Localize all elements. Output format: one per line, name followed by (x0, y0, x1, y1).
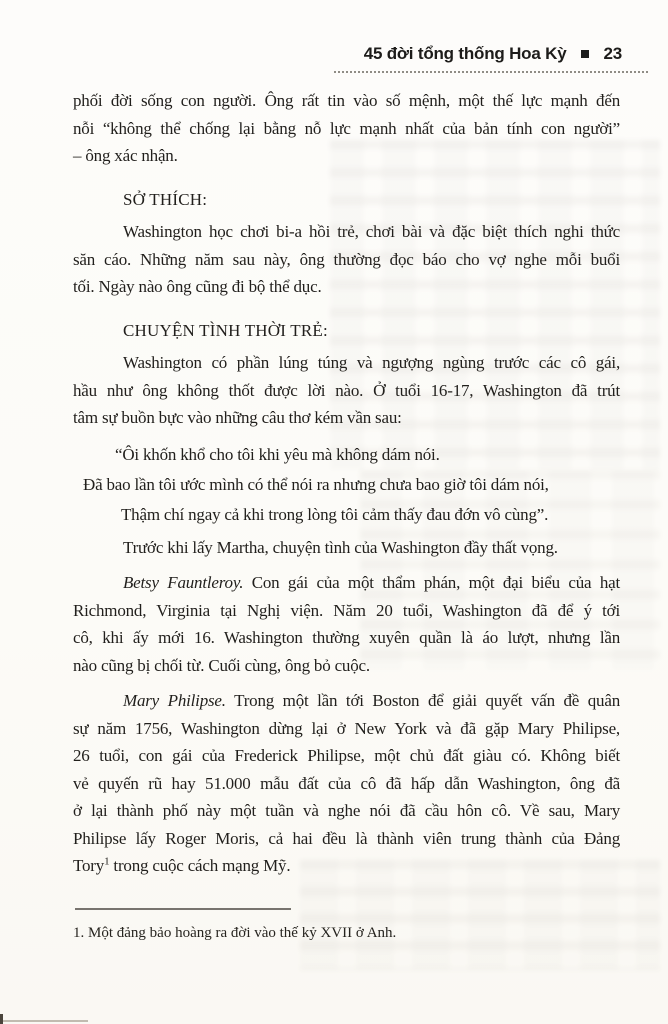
text-line: tối. Ngày nào ông cũng đi bộ thể dục. (73, 277, 322, 296)
text-line: Washington học chơi bi-a hồi trẻ, chơi bài và đặc biệt thích nghi thức (123, 222, 620, 241)
italic-name: Betsy Fauntleroy. (123, 573, 244, 592)
text-line: nào cũng bị chối từ. Cuối cùng, ông bỏ cuộc. (73, 655, 370, 675)
header-title: 45 đời tổng thống Hoa Kỳ (363, 44, 567, 63)
paragraph (73, 87, 620, 170)
text-line: hầu như ông không thốt được lời nào. Ở tuổi 16-17, Washington đã trút (73, 380, 620, 400)
running-header-rule (334, 44, 648, 73)
text-line: phối đời sống con người. Ông rất tin vào số mệnh, một thế lực mạnh đến (73, 91, 620, 110)
text-line: cô, khi ấy mới 16. Washington thường xuyên quần là áo lượt, nhưng lần (73, 628, 620, 647)
footnote-text: 1. Một đảng bảo hoàng ra đời vào thế kỷ XVII ở Anh. (73, 925, 397, 941)
text-line: Trước khi lấy Martha, chuyện tình của Washington đầy thất vọng. (123, 537, 558, 557)
paragraph (73, 687, 620, 880)
text-line: săn cáo. Những năm sau này, ông thường đọc báo cho vợ nghe mỗi buổi (73, 249, 620, 269)
text-segment: trong cuộc cách mạng Mỹ. (109, 856, 291, 875)
text-line (73, 852, 620, 880)
text-segment: Tory (73, 856, 105, 875)
footnote (73, 896, 620, 943)
paragraph (73, 349, 620, 432)
scan-corner-artifact (0, 1014, 3, 1024)
paragraph (73, 569, 620, 679)
paragraph (73, 218, 620, 301)
text-line: vẻ quyến rũ hay 51.000 mẫu đất của cô đã hấp dẫn Washington, ông đã (73, 773, 620, 793)
text-segment: Con gái của một thẩm phán, một đại biểu của hạt (243, 573, 620, 592)
text-line: sự năm 1756, Washington dừng lại ở New York và đã gặp Mary Philipse, (73, 718, 620, 738)
paragraph (73, 534, 620, 562)
page-number: 23 (603, 44, 622, 63)
verse-line: Thậm chí ngay cả khi trong lòng tôi cảm thấy đau đớn vô cùng”. (121, 504, 549, 524)
text-line: – ông xác nhận. (73, 146, 178, 165)
text-segment: Trong một lần tới Boston để giải quyết vấn đề quân (225, 691, 620, 710)
text-line (73, 687, 620, 715)
footnote-rule (75, 908, 291, 910)
section-heading: CHUYỆN TÌNH THỜI TRẺ: (123, 320, 328, 340)
running-header (0, 44, 648, 73)
scan-edge-artifact (0, 1020, 88, 1022)
verse-line: Đã bao lần tôi ước mình có thể nói ra nhưng chưa bao giờ tôi dám nói, (83, 474, 549, 494)
text-line: ở lại thành phố này một tuần và nghe nói đã cầu hôn cô. Về sau, Mary (73, 801, 620, 820)
footnote-marker: 1 (104, 855, 110, 868)
verse-line: “Ôi khốn khổ cho tôi khi yêu mà không dám nói. (115, 444, 440, 464)
square-bullet-icon (581, 50, 589, 58)
verse-block (73, 440, 620, 530)
section-heading-block (73, 186, 620, 214)
text-line: Philipse lấy Roger Moris, cả hai đều là thành viên trung thành của Đảng (73, 828, 620, 848)
text-line: tâm sự buồn bực vào những câu thơ kém vần sau: (73, 408, 402, 427)
text-line: Richmond, Virginia tại Nghị viện. Năm 20 tuổi, Washington đã để ý tới (73, 600, 620, 620)
text-line: 26 tuổi, con gái của Frederick Philipse, một chủ đất giàu có. Không biết (73, 746, 620, 765)
section-heading-block (73, 317, 620, 345)
italic-name: Mary Philipse. (123, 691, 226, 710)
text-line (73, 569, 620, 597)
text-line: nỗi “không thể chống lại bằng nỗ lực mạnh nhất của bản tính con người” (73, 118, 620, 138)
page-body (73, 87, 620, 880)
section-heading: SỞ THÍCH: (123, 189, 208, 209)
text-line: Washington có phần lúng túng và ngượng ngùng trước các cô gái, (123, 353, 620, 372)
